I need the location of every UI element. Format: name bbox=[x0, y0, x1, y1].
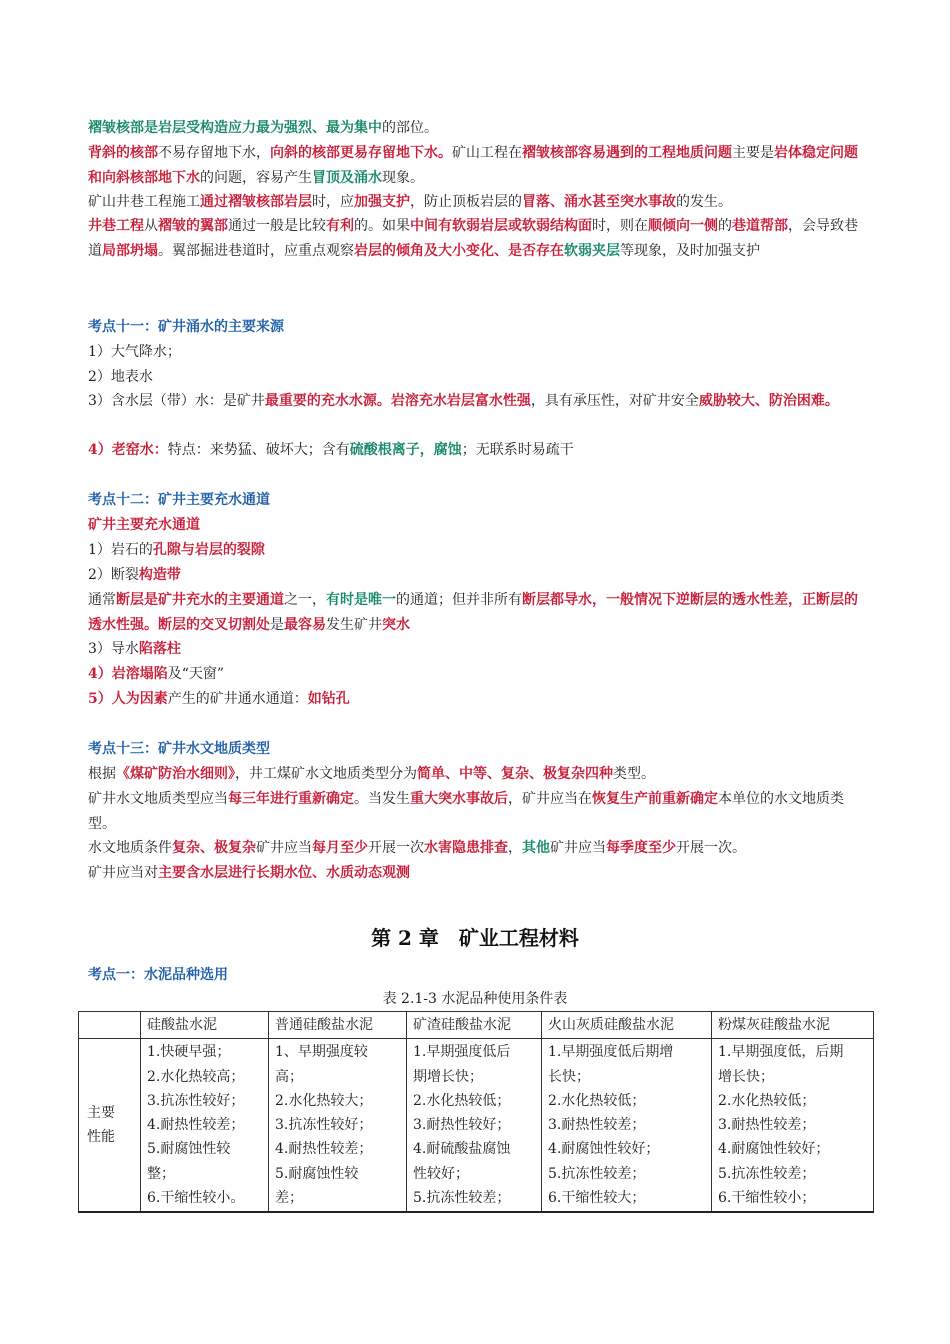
table-header-row bbox=[79, 1012, 874, 1039]
header-cell: 火山灰质硅酸盐水泥 bbox=[542, 1012, 712, 1039]
s13-line-4: 矿井应当对主要含水层进行长期水位、水质动态观测 bbox=[88, 865, 410, 881]
table-cell: 1.早期强度低后 期增长快； 2.水化热较低； 3.耐热性较好； 4.耐硫酸盐腐蚀 性较好； 5.抗冻性较差； bbox=[407, 1039, 542, 1213]
s12-line-1: 1）岩石的孔隙与岩层的裂隙 bbox=[88, 542, 265, 558]
section-12-title: 考点十二：矿井主要充水通道 bbox=[88, 492, 270, 508]
section-11-title: 考点十一：矿井涌水的主要来源 bbox=[88, 319, 284, 335]
header-cell: 粉煤灰硅酸盐水泥 bbox=[712, 1012, 874, 1039]
s12-line-4: 3）导水陷落柱 bbox=[88, 641, 181, 657]
row-label: 主要 性能 bbox=[79, 1039, 141, 1213]
s11-line-3: 3）含水层（带）水：是矿井最重要的充水水源。岩溶充水岩层富水性强，具有承压性，对矿井安全威胁较大、防治困难。 bbox=[88, 393, 839, 409]
s12-line-5: 4）岩溶塌陷及“天窗” bbox=[88, 666, 225, 682]
s12-line-2: 2）断裂构造带 bbox=[88, 567, 181, 583]
header-cell: 硅酸盐水泥 bbox=[141, 1012, 269, 1039]
paragraph-fold-core: 褶皱核部是岩层受构造应力最为强烈、最为集中的部位。 bbox=[88, 120, 438, 136]
table-cell: 1.快硬早强； 2.水化热较高； 3.抗冻性较好； 4.耐热性较差； 5.耐腐蚀性较 整； 6.干缩性较小。 bbox=[141, 1039, 269, 1213]
paragraph-construction: 矿山井巷工程施工通过褶皱核部岩层时，应加强支护，防止顶板岩层的冒落、涌水甚至突水事故的发生。 bbox=[88, 194, 732, 210]
s11-line-4: 4）老窑水：特点：来势猛、破坏大；含有硫酸根离子，腐蚀；无联系时易疏干 bbox=[88, 442, 574, 458]
cement-table bbox=[78, 1011, 874, 1213]
paragraph-wing: 井巷工程从褶皱的翼部通过一般是比较有利的。如果中间有软弱岩层或软弱结构面时，则在顺倾向一侧的巷道帮部，会导致巷道局部坍塌。翼部掘进巷道时，应重点观察岩层的倾角及大小变化、是否存在软弱夹层等现象，及时加强支护 bbox=[88, 218, 858, 259]
table-caption: 表 2.1-3 水泥品种使用条件表 bbox=[382, 991, 568, 1007]
chapter-title: 第 2 章 矿业工程材料 bbox=[371, 926, 579, 950]
s12-line-6: 5）人为因素产生的矿井通水通道：如钻孔 bbox=[88, 691, 350, 707]
header-cell: 矿渣硅酸盐水泥 bbox=[407, 1012, 542, 1039]
section-1-title: 考点一：水泥品种选用 bbox=[88, 967, 228, 983]
paragraph-anticline: 背斜的核部不易存留地下水，向斜的核部更易存留地下水。矿山工程在褶皱核部容易遇到的工程地质问题主要是岩体稳定问题和向斜核部地下水的问题，容易产生冒顶及涌水现象。 bbox=[88, 145, 858, 186]
header-cell: 普通硅酸盐水泥 bbox=[269, 1012, 407, 1039]
table-cell: 1、早期强度较 高； 2.水化热较大； 3.抗冻性较好； 4.耐热性较差； 5.耐腐蚀性较 差； bbox=[269, 1039, 407, 1213]
s13-line-2: 矿井水文地质类型应当每三年进行重新确定。当发生重大突水事故后，矿井应当在恢复生产前重新确定本单位的水文地质类型。 bbox=[88, 791, 844, 832]
header-cell bbox=[79, 1012, 141, 1039]
s12-line-3: 通常断层是矿井充水的主要通道之一，有时是唯一的通道；但并非所有断层都导水，一般情况下逆断层的透水性差，正断层的透水性强。断层的交叉切割处是最容易发生矿井突水 bbox=[88, 592, 858, 633]
section-13-title: 考点十三：矿井水文地质类型 bbox=[88, 741, 270, 757]
s12-subtitle: 矿井主要充水通道 bbox=[88, 517, 200, 533]
s13-line-3: 水文地质条件复杂、极复杂矿井应当每月至少开展一次水害隐患排查，其他矿井应当每季度至少开展一次。 bbox=[88, 840, 746, 856]
s11-line-2: 2）地表水 bbox=[88, 369, 153, 385]
table-cell: 1.早期强度低，后期 增长快； 2.水化热较低； 3.耐热性较差； 4.耐腐蚀性较好； 5.抗冻性较差； 6.干缩性较小； bbox=[712, 1039, 874, 1213]
table-row bbox=[79, 1039, 874, 1213]
table-cell: 1.早期强度低后期增 长快； 2.水化热较低； 3.耐热性较差； 4.耐腐蚀性较好； 5.抗冻性较差； 6.干缩性较大； bbox=[542, 1039, 712, 1213]
s13-line-1: 根据《煤矿防治水细则》，井工煤矿水文地质类型分为简单、中等、复杂、极复杂四种类型。 bbox=[88, 766, 655, 782]
s11-line-1: 1）大气降水； bbox=[88, 344, 181, 360]
